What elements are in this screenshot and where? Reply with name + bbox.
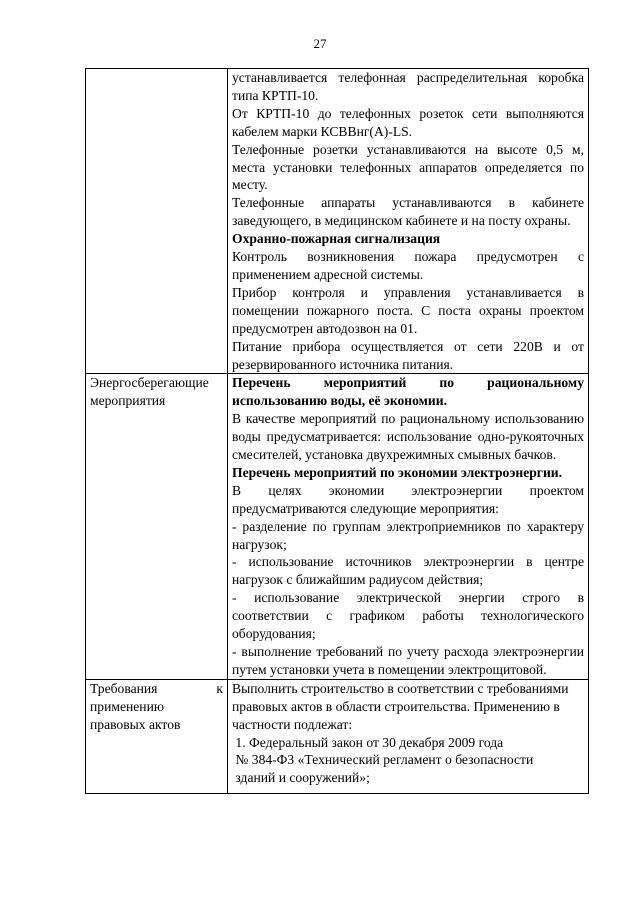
row-label-line [90,680,223,698]
row-content-cell [228,374,589,679]
list-item: - использование источников электроэнергии в центре нагрузок с ближайшим радиусом действия; [232,554,584,588]
list-item: - разделение по группам электроприемников по характеру нагрузок; [232,518,584,552]
paragraph: 1. Федеральный закон от 30 декабря 2009 года [232,734,504,750]
section-heading: Перечень мероприятий по экономии электроэнергии. [232,464,563,480]
row-label-cell [86,374,228,679]
paragraph: Прибор контроля и управления устанавливается в помещении пожарного поста. С поста охраны проектом предусмотрен автодозвон на 01. [232,284,584,336]
row-label: Энергосберегающие мероприятия [90,375,209,409]
page-number: 27 [313,36,327,51]
table-row [86,679,589,793]
paragraph: В качестве мероприятий по рациональному использованию воды предусматривается: использование одно-рукояточных смесителей, установка двухрежимных смывных бачков. [232,411,584,463]
section-heading: Охранно-пожарная сигнализация [232,231,441,247]
row-label-line: правовых актов [90,716,181,732]
paragraph: В целях экономии электроэнергии проектом предусматриваются следующие мероприятия: [232,482,584,516]
paragraph: Телефонные аппараты устанавливаются в кабинете заведующего, в медицинском кабинете и на посту охраны. [232,195,584,229]
row-label-cell [86,679,228,793]
section-heading: Перечень мероприятий по рациональному использованию воды, её экономии. [232,375,584,409]
paragraph: зданий и сооружений»; [232,770,370,786]
paragraph: От КРТП-10 до телефонных розеток сети выполняются кабелем марки КСВВнг(А)-LS. [232,105,584,139]
row-label-word: Требования [90,680,158,696]
row-label-word: к [216,680,223,696]
list-item: - выполнение требований по учету расхода электроэнергии путем установки учета в помещении электрощитовой. [232,644,584,677]
table-row [86,69,589,374]
table-row [86,374,589,679]
paragraph: Телефонные розетки устанавливаются на высоте 0,5 м, места установки телефонных аппаратов определяется по месту. [232,141,584,193]
row-label-cell [86,69,228,374]
row-content-cell [228,69,589,374]
paragraph: устанавливается телефонная распределительная коробка типа КРТП-10. [232,70,584,103]
row-label-line: применению [90,698,164,714]
paragraph: Выполнить строительство в соответствии с требованиями правовых актов в области строительства. Применению в частности подлежат: [232,680,569,732]
document-table [85,68,589,794]
paragraph: № 384-ФЗ «Технический регламент о безопасности [232,752,534,768]
paragraph: Питание прибора осуществляется от сети 220В и от резервированного источника питания. [232,338,584,372]
paragraph: Контроль возникновения пожара предусмотрен с применением адресной системы. [232,249,584,282]
list-item: - использование электрической энергии строго в соответствии с графиком работы технологического оборудования; [232,590,584,642]
row-content-cell [228,679,589,793]
